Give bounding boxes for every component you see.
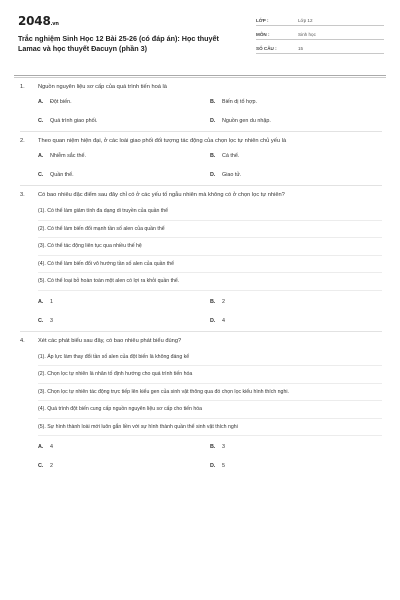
answer-options (20, 153, 382, 179)
site-logo[interactable] (18, 14, 59, 28)
question-number: 1. (20, 84, 25, 90)
option-letter: D. (210, 172, 216, 178)
meta-value: Sinh học (298, 32, 316, 37)
option-letter: A. (38, 298, 44, 305)
answer-option[interactable] (38, 99, 210, 106)
option-letter: C. (38, 463, 44, 469)
meta-row-count (256, 42, 384, 54)
statement-item: (2). Có thể làm biến đổi mạnh tần số alen của quần thể (38, 223, 382, 239)
option-letter: D. (210, 463, 216, 469)
question-header (20, 83, 382, 91)
option-text: 2 (222, 298, 225, 305)
option-letter: C. (38, 172, 44, 178)
question-number: 3. (20, 192, 25, 198)
option-text: 1 (50, 298, 53, 305)
statement-item: (3). Có thể tác động liên tục qua nhiều thế hệ (38, 240, 382, 256)
meta-value: 15 (298, 46, 304, 51)
question-list (20, 78, 382, 476)
header-divider (14, 75, 386, 76)
statement-item: (2). Chọn lọc tự nhiên là nhân tố định hướng cho quá trình tiến hóa (38, 368, 382, 384)
meta-value: Lớp 12 (298, 18, 313, 23)
option-letter: A. (38, 153, 44, 159)
answer-option[interactable] (210, 172, 382, 179)
answer-option[interactable] (210, 318, 382, 325)
option-text: 4 (222, 317, 225, 324)
question-item (20, 332, 382, 477)
option-letter: B. (210, 153, 216, 159)
statement-item: (3). Chọn lọc tự nhiên tác động trực tiếp lên kiểu gen của sinh vật thông qua đó chọn lọc kiểu hình thích nghi. (38, 386, 382, 402)
option-text: Đột biến. (50, 99, 72, 105)
answer-option[interactable] (210, 444, 382, 451)
answer-options (20, 299, 382, 325)
option-letter: C. (38, 118, 44, 124)
option-text: Quá trình giao phối. (50, 118, 98, 124)
question-header (20, 337, 382, 345)
option-text: 3 (222, 444, 225, 450)
answer-option[interactable] (38, 118, 210, 125)
option-text: 2 (50, 463, 53, 469)
answer-option[interactable] (210, 299, 382, 306)
statement-item: (1). Áp lực làm thay đổi tần số alen của đột biến là không đáng kể (38, 351, 382, 367)
option-text: 5 (222, 463, 225, 469)
option-text: Giao tử. (222, 172, 242, 178)
answer-option[interactable] (210, 463, 382, 470)
meta-row-class (256, 14, 384, 26)
question-item (20, 186, 382, 332)
option-text: Nguồn gen du nhập. (222, 118, 271, 124)
question-header (20, 137, 382, 145)
page-header (18, 14, 384, 72)
statement-list (20, 205, 382, 291)
answer-option[interactable] (38, 444, 210, 451)
answer-option[interactable] (38, 172, 210, 179)
meta-panel (256, 14, 384, 56)
question-number: 2. (20, 138, 25, 144)
option-text: 3 (50, 317, 53, 324)
statement-list (20, 351, 382, 437)
statement-item: (1). Có thể làm giảm tính đa dạng di truyền của quần thể (38, 205, 382, 221)
answer-option[interactable] (210, 99, 382, 106)
answer-option[interactable] (38, 153, 210, 160)
answer-options (20, 444, 382, 470)
question-header (20, 191, 382, 199)
answer-option[interactable] (210, 153, 382, 160)
option-text: Cá thể. (222, 153, 240, 159)
answer-option[interactable] (38, 463, 210, 470)
question-item (20, 78, 382, 132)
meta-label: MÔN : (256, 32, 270, 37)
question-number: 4. (20, 337, 25, 344)
question-text: Xét các phát biểu sau đây, có bao nhiêu phát biểu đúng? (38, 337, 182, 344)
question-text: Nguồn nguyên liệu sơ cấp của quá trình tiến hoá là (38, 84, 167, 90)
answer-option[interactable] (210, 118, 382, 125)
option-letter: B. (210, 298, 216, 305)
statement-item: (4). Có thể làm biến đổi vô hướng tần số alen của quần thể (38, 258, 382, 274)
question-text: Theo quan niệm hiện đại, ở các loài giao phối đối tượng tác động của chọn lọc tự nhiên chủ yếu là (38, 138, 287, 144)
question-text: Có bao nhiêu đặc điểm sau đây chỉ có ở các yếu tố ngẫu nhiên mà không có ở chọn lọc tự nhiên? (38, 192, 285, 198)
option-text: Quần thể. (50, 172, 74, 178)
option-letter: B. (210, 99, 216, 105)
option-text: Nhiễm sắc thể. (50, 153, 86, 159)
answer-option[interactable] (38, 299, 210, 306)
option-text: Biến dị tổ hợp. (222, 99, 258, 105)
option-letter: A. (38, 444, 44, 450)
statement-item: (5). Có thể loại bỏ hoàn toàn một alen có lợi ra khỏi quần thể. (38, 275, 382, 291)
meta-label: SỐ CÂU : (256, 46, 277, 51)
statement-item: (4). Quá trình đột biến cung cấp nguồn nguyên liệu sơ cấp cho tiến hóa (38, 403, 382, 419)
meta-label: LỚP : (256, 18, 269, 23)
option-letter: D. (210, 118, 216, 124)
statement-item: (5). Sự hình thành loài mới luôn gắn liền với sự hình thành quần thể sinh vật thích nghi (38, 421, 382, 437)
meta-row-subject (256, 28, 384, 40)
page-title: Trắc nghiệm Sinh Học 12 Bài 25-26 (có đáp án): Học thuyết Lamac và học thuyết Đacuyn (phần 3) (18, 34, 219, 53)
logo-main: 2048 (18, 14, 51, 28)
option-letter: D. (210, 317, 216, 324)
answer-option[interactable] (38, 318, 210, 325)
logo-suffix: .vn (50, 21, 59, 27)
option-letter: B. (210, 444, 216, 450)
option-text: 4 (50, 444, 53, 450)
option-letter: A. (38, 99, 44, 105)
answer-options (20, 99, 382, 125)
option-letter: C. (38, 317, 44, 324)
question-item (20, 132, 382, 186)
